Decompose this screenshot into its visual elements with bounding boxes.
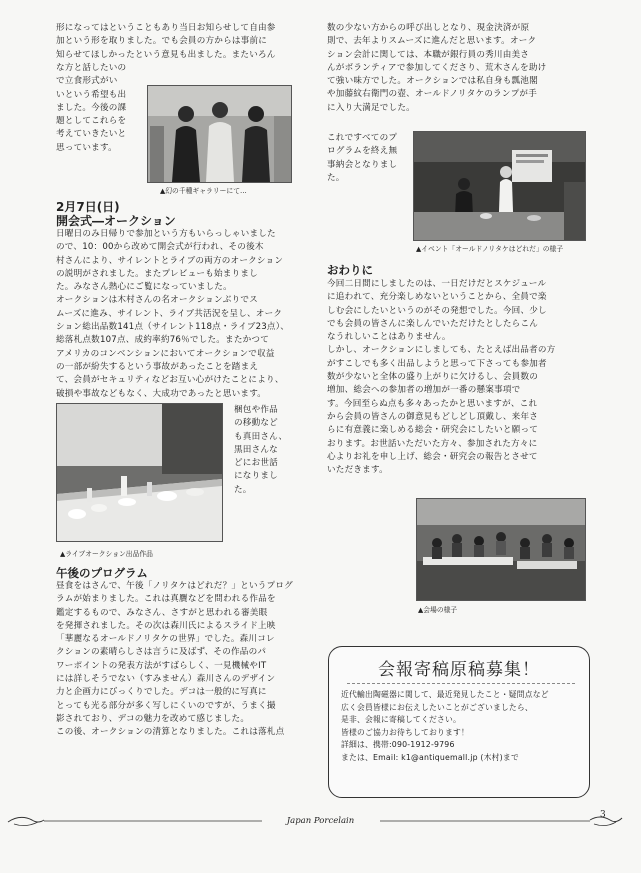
section-heading-closing: おわりに [327, 263, 373, 277]
contribution-call-title: 会報寄稿原稿募集！ [378, 660, 540, 680]
venue-photo-caption: ▲会場の様子 [418, 606, 458, 614]
settlement-paragraph: 数の少ない方からの呼び出しとなり、現金決済が原 則で、去年よりスムーズに進んだと思います。オーク ション会計に関しては、本職が銀行員の秀川由美さ んがボランティアで参加してくださり、荒木さんを助け て強い味方でした。オークションでは私自身も瓢池閣 や加藤紋右衛門の壺、オールドノリタケのランプが手 に入り大満足でした。 [327, 23, 547, 113]
date-heading: 2月7日(日) [56, 200, 120, 214]
venue-photo [416, 498, 586, 601]
event-photo [413, 131, 586, 241]
contribution-call-body: 近代輸出陶磁器に関して、最近発見したこと・疑問点など 広く会員皆様にお伝えしたいことがございましたら、 是非、会報に寄稿してください。 皆様のご協力お待ちしております！ 詳細は、携帯:090-1912-9796 または、Email: k1@antiquemall.jp (木村)まで [341, 690, 549, 762]
intro-paragraph: 形になってはということもあり当日お知らせして自由参 加という形を取りました。でも会員の方からは事前に 知らせてほしかったという意見も出ました。またいろん [56, 23, 276, 60]
event-photo-caption: ▲イベント「オールドノリタケはどれだ」の様子 [416, 245, 564, 253]
intro-paragraph-wrap: な方と話したいの で立食形式がい いという希望も出 ました。今後の課 題としてこれらを 考えていきたいと 思っています。 [56, 63, 127, 153]
section-heading-opening: 開会式―オークション [56, 214, 176, 228]
afternoon-paragraph: 昼食をはさんで、午後「ノリタケはどれだ？」というプログ ラムが始まりました。これは真贋などを問われる作品を 鑑定するもので、みなさん、さすがと思われる審美眼 を発揮されました。その次は森川氏によるスライド上映 「華麗なるオールドノリタケの世界」でした。森川コレ クションの素晴らしさは言うに及ばず、その作品のパ ワーポイントの発表方法がすばらしく、一見機械やIT には詳しそうでない（すみません）森川さんのデザイン 力と企画力にびっくりでした。デコは一般的に写真に とっても光る部分が多く写しにくいのですが、うまく撮 影されており、デコの魅力を改めて感じました。 この後、オークションの清算となりました。これは落札点 [56, 581, 293, 738]
divider [347, 683, 575, 684]
section-heading-afternoon: 午後のプログラム [56, 566, 148, 580]
gallery-photo [147, 85, 292, 183]
auction-paragraph: 日曜日のみ日帰りで参加という方もいらっしゃいました ので、10：00から改めて開会式が行われ、その後木 村さんにより、サイレントとライブの両方のオークション の説明がされました。またプレビューも始まりまし た。みなさん熱心にご覧になっていました。 オークションは木村さんの名オークションぶりでス ムーズに進み、サイレント、ライブ共活況を呈し、オーク ション総出品数141点（サイレント118点・ライブ23点）、 総落札点数107点、成約率約76％でした。またかつて アメリカのコンベンションにおいてオークションで収益 の一部が紛失するという事故があったことを踏まえ て、会員がセキュリティなどお互い心がけたことにより、 破損や事故などもなく、大成功であったと思います。 [56, 229, 289, 399]
closing-paragraph: 今回二日間にしましたのは、一日だけだとスケジュール に追われて、充分楽しめないということから、全員で楽 しむ会にしたいというのがその発想でした。今回、少し でも会員の皆さんに楽しんでいただけたとしたらこん なうれしいことはありません。 しかし、オークションにしましても、たとえば出品者の方 がすこしでも多く出品しようと思って下さっても参加者 数が少ないと全体の盛り上がりに欠けるし、会員数の 増加、総会への参加者の増加が一番の懸案事項で す。今回至らぬ点も多々あったかと思いますが、これ から会員の皆さんの御意見もどしどし頂戴し、来年さ らに有意義に楽しめる総会・研究会にしたいと願って おります。お世話いただいた方々、参加された方々に 心よりお礼を申し上げ、総会・研究会の報告とさせて いただきます。 [327, 279, 556, 476]
gallery-photo-caption: ▲幻の千種ギャラリーにて… [160, 187, 247, 195]
page-number: 3 [600, 810, 606, 820]
settlement-paragraph-wrap: これですべてのプ ログラムを終え無 事納会となりまし た。 [327, 133, 398, 183]
auction-paragraph-wrap: 梱包や作品 の移動など も真田さん、 黒田さんな どにお世話 になりまし た。 [234, 405, 288, 495]
footer-title: Japan Porcelain [286, 816, 355, 826]
live-auction-photo-caption: ▲ライブオークション出品作品 [60, 550, 153, 558]
page-footer [0, 808, 641, 832]
contribution-call-box [328, 646, 590, 798]
live-auction-photo [56, 403, 223, 542]
